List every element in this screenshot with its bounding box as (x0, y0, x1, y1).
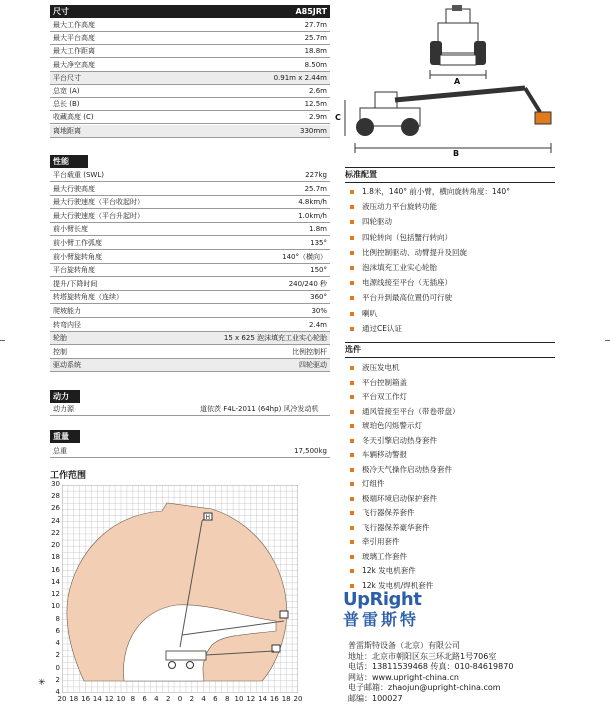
x-tick-label: 2 (165, 695, 171, 703)
performance-value: 135° (310, 239, 327, 247)
option-label: 12k 发电机套件 (362, 566, 416, 575)
performance-row (50, 291, 330, 304)
y-tick-label: 6 (55, 626, 60, 635)
option-label: 极冷天气操作启动热身套件 (362, 464, 452, 474)
contact-line: 地址：北京市朝阳区东三环北路1号706室 (348, 651, 497, 661)
performance-value: 1.8m (309, 225, 327, 234)
bullet-icon (350, 584, 354, 588)
performance-key: 前小臂长度 (53, 225, 88, 234)
dimension-row (50, 45, 330, 58)
option-item (350, 435, 437, 446)
option-item (350, 478, 385, 489)
x-tick-label: 14 (92, 695, 102, 703)
performance-row (50, 319, 330, 332)
x-tick-label: 18 (281, 695, 291, 703)
performance-row (50, 237, 330, 250)
bullet-icon (350, 327, 354, 331)
bullet-icon (350, 540, 354, 544)
dimension-key: 最大工作高度 (53, 21, 95, 29)
model-name: A85JRT (295, 7, 327, 16)
options-title: 选件 (345, 345, 361, 354)
bullet-icon (350, 453, 354, 457)
performance-header (50, 155, 88, 168)
working-range-title: 工作范围 (50, 471, 87, 481)
option-label: 飞行器保养套件 (362, 508, 415, 517)
performance-key: 控制 (53, 347, 67, 356)
x-tick-label: 8 (224, 695, 230, 703)
standard-item (350, 216, 392, 227)
option-item (350, 391, 407, 402)
standard-item (350, 308, 377, 319)
dimension-c-label: C (335, 113, 341, 122)
weight-title: 重量 (53, 432, 69, 441)
power-title: 动力 (53, 392, 69, 401)
performance-key: 提升/下降时间 (53, 279, 98, 288)
contact-line: 邮编：100027 (348, 693, 403, 703)
performance-key: 最大行驶速度（平台升起时） (53, 211, 144, 220)
standard-label: 四轮驱动 (362, 217, 392, 227)
option-label: 玻璃工作套件 (362, 551, 407, 561)
dimension-value: 8.50m (304, 60, 327, 69)
performance-value: 140°（横向） (282, 252, 327, 261)
standard-item (350, 201, 437, 212)
dimension-b-label: B (453, 149, 460, 157)
machine-front-view (418, 5, 498, 85)
performance-value: 30% (311, 307, 327, 315)
dimension-value: 12.5m (304, 100, 327, 109)
machine-body (166, 651, 206, 660)
performance-row (50, 346, 330, 359)
standard-label: 通过CE认证 (362, 323, 402, 333)
performance-value: 四轮驱动 (299, 361, 327, 370)
x-tick-label: 12 (246, 695, 256, 703)
standard-header (345, 167, 555, 183)
bullet-icon (350, 266, 354, 270)
bullet-icon (350, 569, 354, 573)
weight-header (50, 430, 80, 443)
x-tick-label: 10 (234, 695, 244, 703)
performance-key: 最大行驶高度 (53, 184, 95, 193)
dimension-row (50, 125, 330, 138)
performance-value: 比例控制杆 (292, 347, 327, 356)
x-tick-label: 16 (81, 695, 91, 703)
dimension-row (50, 19, 330, 32)
bullet-icon (350, 511, 354, 515)
option-label: 灯组件 (362, 479, 385, 488)
option-item (350, 507, 415, 518)
bullet-icon (350, 424, 354, 428)
option-item (350, 551, 407, 562)
dimension-value: 25.7m (304, 34, 327, 43)
y-tick-label: 4 (55, 639, 60, 648)
x-tick-label: 20 (57, 695, 67, 703)
standard-label: 平台升到最高位置仍可行驶 (362, 293, 452, 303)
x-tick-label: 4 (154, 695, 159, 703)
option-label: 车辆移动警报 (362, 450, 407, 459)
option-label: 通风管接至平台（带卷带盘） (362, 406, 460, 416)
bullet-icon (350, 381, 354, 385)
standard-label: 电源线接至平台（无插座） (362, 278, 452, 288)
dimension-row (50, 72, 330, 85)
standard-item (350, 247, 467, 258)
y-tick-label: 26 (51, 504, 60, 513)
machine-wheel-rear (187, 662, 194, 669)
contact-line: 普雷斯特设备（北京）有限公司 (348, 641, 460, 650)
x-tick-label: 2 (189, 695, 195, 703)
x-tick-label: 12 (104, 695, 114, 703)
performance-row (50, 223, 330, 236)
working-range-chart (62, 485, 298, 693)
option-label: 平台双工作灯 (362, 392, 407, 401)
performance-value: 240/240 秒 (288, 279, 327, 288)
y-tick-label: 2 (55, 675, 60, 684)
power-row (50, 403, 330, 416)
dimension-value: 18.8m (304, 47, 327, 56)
option-label: 12k 发电机/焊机套件 (362, 580, 434, 590)
y-tick-label: 22 (51, 528, 60, 537)
performance-row (50, 359, 330, 372)
crop-mark-right (605, 340, 610, 341)
dimension-key: 最大工作距离 (53, 47, 95, 56)
upright-logo (343, 589, 421, 630)
dimension-key: 最大净空高度 (53, 60, 95, 69)
bullet-icon (350, 220, 354, 224)
x-tick-label: 10 (116, 695, 126, 703)
performance-key: 驱动系统 (53, 361, 81, 370)
dimension-row (50, 111, 330, 124)
standard-label: 液压动力平台旋转功能 (362, 202, 437, 212)
dimension-key: 离地距离 (53, 126, 81, 135)
y-tick-label: 14 (51, 577, 60, 586)
performance-row (50, 264, 330, 277)
performance-row (50, 169, 330, 182)
performance-value: 150° (310, 266, 327, 275)
option-item (350, 362, 400, 373)
x-tick-label: 4 (201, 695, 206, 703)
standard-item (350, 232, 452, 243)
bullet-icon (350, 482, 354, 486)
performance-value: 15 x 625 泡沫填充工业实心轮胎 (223, 334, 327, 343)
y-tick-label: 2 (55, 651, 60, 660)
bullet-icon (350, 296, 354, 300)
contact-block (348, 641, 513, 704)
y-tick-label: 30 (51, 480, 60, 488)
performance-key: 平台旋转角度 (53, 266, 95, 275)
performance-value: 1.0km/h (298, 211, 327, 220)
platform-top-label: H (205, 514, 211, 521)
performance-key: 前小臂工作弧度 (53, 239, 102, 247)
standard-label: 喇叭 (362, 308, 377, 318)
option-item (350, 493, 437, 504)
x-tick-label: 14 (258, 695, 268, 703)
crop-mark-left (0, 340, 5, 341)
option-label: 平台控制箱盖 (362, 377, 407, 387)
performance-key: 转塔旋转角度（连续） (53, 293, 123, 302)
standard-item (350, 186, 510, 197)
dimensions-title: 尺寸 (53, 7, 69, 16)
performance-value: 360° (310, 293, 327, 302)
performance-value: 25.7m (304, 184, 327, 193)
dimension-value: 0.91m x 2.44m (273, 73, 327, 82)
performance-title: 性能 (53, 157, 69, 166)
bullet-icon (350, 312, 354, 316)
performance-row (50, 251, 330, 264)
y-tick-label: 12 (51, 590, 60, 599)
y-tick-label: 16 (51, 565, 60, 574)
standard-label: 1.8米，140° 前小臂，横向旋转角度：140° (362, 187, 510, 196)
option-item (350, 406, 460, 417)
power-value: 道依茨 F4L-2011 (64hp) 风冷发动机 (200, 405, 319, 413)
options-header (345, 342, 555, 358)
dimension-row (50, 32, 330, 45)
x-tick-label: 6 (142, 695, 147, 703)
dimension-a-label: A (454, 77, 461, 85)
option-item (350, 522, 430, 533)
y-tick-label: 8 (55, 614, 60, 623)
x-tick-label: 6 (213, 695, 218, 703)
performance-value: 227kg (305, 171, 327, 179)
dimension-value: 330mm (300, 126, 327, 135)
dimension-key: 最大平台高度 (53, 34, 95, 43)
performance-key: 转弯内径 (53, 320, 81, 329)
bullet-icon (350, 497, 354, 501)
option-label: 飞行器保养豪华套件 (362, 522, 430, 532)
bullet-icon (350, 251, 354, 255)
performance-key: 爬坡能力 (53, 307, 81, 315)
x-tick-label: 18 (69, 695, 79, 703)
x-tick-label: 20 (293, 695, 303, 703)
bullet-icon (350, 555, 354, 559)
standard-label: 四轮转向（包括蟹行转向） (362, 232, 452, 242)
performance-row (50, 196, 330, 209)
option-label: 牵引用套件 (362, 537, 400, 546)
dimension-value: 2.6m (309, 87, 327, 95)
power-key: 动力源 (53, 405, 74, 413)
performance-key: 轮胎 (53, 334, 67, 343)
performance-value: 2.4m (309, 320, 327, 329)
performance-row (50, 210, 330, 223)
bullet-icon (350, 366, 354, 370)
option-label: 极端环境启动保护套件 (362, 493, 437, 503)
y-tick-label: 20 (51, 541, 60, 550)
dimension-value: 2.9m (309, 113, 327, 122)
weight-key: 总重 (53, 447, 67, 455)
bullet-icon (350, 526, 354, 530)
x-tick-label: 16 (269, 695, 279, 703)
y-tick-label: 24 (51, 516, 60, 525)
logo-chinese: 普雷斯特 (343, 610, 420, 629)
contact-line: 网站：www.upright-china.cn (348, 672, 459, 682)
y-tick-label: 28 (51, 492, 60, 501)
dimension-key: 总长 (B) (53, 100, 80, 109)
bullet-icon (350, 205, 354, 209)
option-item (350, 536, 400, 547)
standard-item (350, 323, 402, 334)
performance-key: 前小臂旋转角度 (53, 252, 102, 261)
standard-item (350, 262, 437, 273)
contact-line: 电子邮箱：zhaojun@upright-china.com (348, 683, 501, 692)
performance-value: 4.8km/h (298, 198, 327, 207)
option-item (350, 420, 422, 431)
dimension-value: 27.7m (304, 21, 327, 29)
option-item (350, 464, 452, 475)
bullet-icon (350, 281, 354, 285)
performance-row (50, 278, 330, 291)
weight-value: 17,500kg (294, 447, 327, 455)
dimension-key: 平台尺寸 (53, 73, 81, 82)
standard-label: 比例控制驱动、动臂提升及回旋 (362, 247, 467, 257)
standard-label: 泡沫填充工业实心轮胎 (362, 263, 437, 272)
y-tick-label: 18 (51, 553, 60, 562)
dimension-row (50, 59, 330, 72)
chart-star-mark: ✳ (38, 678, 46, 688)
option-label: 冬天引擎启动热身套件 (362, 435, 437, 445)
y-tick-label: 10 (51, 602, 60, 611)
dimension-row (50, 98, 330, 111)
y-tick-label: 4 (55, 688, 60, 696)
weight-row (50, 445, 330, 458)
option-item (350, 565, 416, 576)
dimensions-header (50, 5, 330, 18)
machine-side-view (335, 82, 570, 157)
platform-right (280, 611, 288, 618)
dimension-row (50, 85, 330, 98)
bullet-icon (350, 236, 354, 240)
bullet-icon (350, 439, 354, 443)
option-label: 液压发电机 (362, 363, 400, 372)
power-header (50, 390, 80, 403)
bullet-icon (350, 410, 354, 414)
machine-wheel-front (169, 662, 176, 669)
contact-line: 电话：13811539468 传真：010-84619870 (348, 662, 514, 671)
performance-row (50, 332, 330, 345)
option-item (350, 449, 407, 460)
bullet-icon (350, 190, 354, 194)
standard-title: 标准配置 (345, 170, 377, 179)
logo-english: UpRight (343, 589, 422, 610)
performance-key: 平台载重 (SWL) (53, 171, 104, 179)
option-item (350, 377, 407, 388)
performance-key: 最大行驶速度（平台收起时） (53, 198, 144, 207)
standard-item (350, 277, 452, 288)
bullet-icon (350, 395, 354, 399)
y-tick-label: 0 (55, 663, 60, 672)
dimension-key: 收藏高度 (C) (53, 113, 94, 122)
x-tick-label: 8 (130, 695, 136, 703)
performance-row (50, 305, 330, 318)
option-label: 琥珀色闪烁警示灯 (362, 421, 422, 430)
x-tick-label: 0 (177, 695, 183, 703)
performance-row (50, 183, 330, 196)
dimension-key: 总宽 (A) (53, 87, 80, 95)
standard-item (350, 292, 452, 303)
bullet-icon (350, 468, 354, 472)
